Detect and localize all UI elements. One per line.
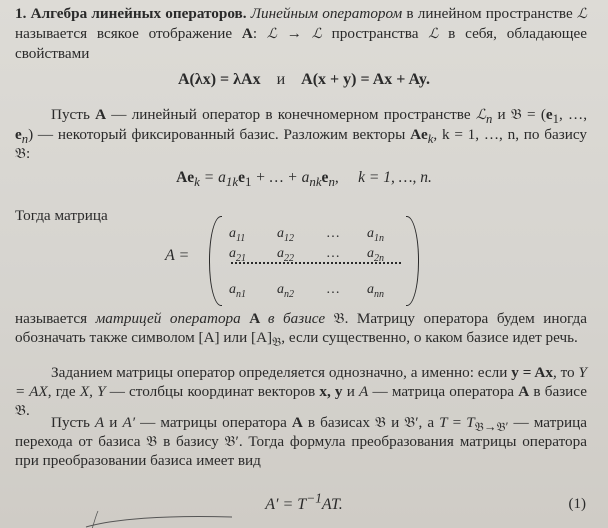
subscript: 𝔅→𝔅′ xyxy=(474,420,509,435)
matrix-entry: $a_{1n}$ xyxy=(367,226,384,244)
subscript: nk xyxy=(309,174,322,190)
text: и xyxy=(342,383,359,401)
formula: AT. xyxy=(321,496,343,513)
basis-symbol: 𝔅 xyxy=(325,310,345,327)
definition-text: называется всякое отображение xyxy=(15,25,242,43)
operator-matrix xyxy=(209,216,419,306)
left-parenthesis xyxy=(209,216,222,306)
homogeneity-formula: A(λx) = λAx xyxy=(177,71,261,88)
pen-stroke xyxy=(92,511,98,528)
text: и xyxy=(492,106,511,123)
expansion-equation xyxy=(0,168,608,190)
vector-symbol: e xyxy=(15,126,22,144)
text: — матрица перехода от базиса 𝔅 в базису 𝔅′. Тогда формула преобразования матрицы оператора при преобразовании базиса имеет вид xyxy=(15,414,587,470)
matrix-symbol: A xyxy=(94,414,105,431)
space-symbol: ℒ xyxy=(475,107,486,123)
text: в базисах 𝔅 и 𝔅′, а xyxy=(302,414,440,431)
text: в базисе 𝔅. xyxy=(15,383,587,420)
matrix-intro: Тогда матрица xyxy=(15,207,108,224)
subscript: k xyxy=(194,174,200,190)
subscript: 1 xyxy=(552,112,559,127)
subscript: k xyxy=(427,132,434,147)
operator-symbol: A xyxy=(241,25,253,43)
space-symbol: ℒ xyxy=(576,6,587,22)
matrix-entry: $a_{22}$ xyxy=(277,246,294,264)
text: = ( xyxy=(521,106,546,123)
operator-symbol: A xyxy=(240,310,268,327)
formula: X, Y xyxy=(79,383,106,401)
called-paragraph xyxy=(15,309,587,350)
subscript: n xyxy=(328,174,335,190)
definition-text: пространства xyxy=(321,25,429,43)
matrix-symbol: T xyxy=(439,414,448,431)
space-symbol: ℒ xyxy=(428,26,439,43)
term: + … + a xyxy=(251,169,310,186)
lhs: Ae xyxy=(176,169,195,186)
text: . Матрицу оператора будем иногда обозначать также символом [A] или [A] xyxy=(15,310,587,347)
basis-paragraph xyxy=(15,105,587,164)
defined-term: Линейным оператором xyxy=(250,5,403,22)
definition-paragraph xyxy=(15,4,587,64)
text: , k = 1, …, n, по базису xyxy=(433,126,587,144)
operator-symbol: A xyxy=(291,414,303,431)
additivity-formula: A(x + y) = Ax + Ay. xyxy=(301,71,430,88)
subscript: n xyxy=(485,112,493,127)
arrow-symbol: → xyxy=(277,25,312,43)
operator-symbol: A xyxy=(518,383,530,401)
subscript: 1 xyxy=(244,174,252,190)
basis-symbol: 𝔅 xyxy=(15,145,26,163)
text: — матрица оператора xyxy=(368,383,519,401)
subscript: 𝔅 xyxy=(272,335,282,350)
matrix-symbol: A xyxy=(359,383,369,401)
text: ) — некоторый фиксированный базис. Разложим векторы xyxy=(28,126,411,144)
vector-symbol: e xyxy=(321,169,329,186)
matrix-symbol: A′ xyxy=(122,414,136,431)
space-symbol: ℒ xyxy=(311,26,322,43)
equation-number: (1) xyxy=(568,496,586,512)
text: называется xyxy=(15,310,96,327)
text: Пусть xyxy=(51,106,96,123)
defined-term: матрицей оператора xyxy=(95,310,241,327)
matrix-dotted-row xyxy=(231,262,401,264)
definition-text: : xyxy=(252,25,267,43)
matrix-entry: $a_{n1}$ xyxy=(229,282,246,300)
matrix-entry: … xyxy=(327,282,340,297)
text: — столбцы координат векторов xyxy=(105,383,320,401)
formula: Y = AX xyxy=(15,364,587,401)
section-heading: 1. Алгебра линейных операторов. xyxy=(15,5,247,22)
matrix-entry: $a_{2n}$ xyxy=(367,246,384,264)
text: : xyxy=(25,145,31,163)
vector-symbol: e xyxy=(545,106,553,123)
matrix-entry: … xyxy=(327,246,340,261)
pen-mark-decoration xyxy=(84,505,234,528)
operator-symbol: A xyxy=(95,106,107,123)
formula: x, y xyxy=(319,383,343,401)
vector-symbol: Ae xyxy=(410,126,428,144)
formula: A′ = T xyxy=(265,496,307,513)
text: и xyxy=(104,414,123,431)
matrix-entry: $a_{nn}$ xyxy=(367,282,384,300)
matrix-entry: $a_{21}$ xyxy=(229,246,246,264)
matrix-entry: … xyxy=(327,226,340,241)
matrix-entry: $a_{n2}$ xyxy=(277,282,294,300)
text: — линейный оператор в конечномерном пространстве xyxy=(106,106,476,123)
space-symbol: ℒ xyxy=(266,26,277,43)
uniqueness-paragraph xyxy=(15,363,587,421)
subscript: 1k xyxy=(225,174,239,190)
matrix-symbol: T xyxy=(466,414,475,431)
text: , …, xyxy=(558,106,587,123)
text: , где xyxy=(47,383,80,401)
matrix-lhs: A = xyxy=(165,247,190,264)
linearity-equation xyxy=(0,70,608,89)
right-parenthesis xyxy=(406,216,419,306)
text: Пусть xyxy=(51,414,95,431)
matrix-entry: $a_{11}$ xyxy=(229,226,246,244)
superscript: −1 xyxy=(306,490,322,506)
definition-text: в линейном пространстве xyxy=(402,5,577,22)
pen-stroke xyxy=(86,516,232,527)
matrix-block xyxy=(15,206,575,306)
subscript: n xyxy=(21,132,29,147)
text: , если существенно, о каком базисе идет речь. xyxy=(281,329,578,347)
text: Заданием матрицы оператор определяется однозначно, а именно: если xyxy=(51,364,512,381)
basis-symbol: 𝔅 xyxy=(510,106,522,123)
term: = a xyxy=(199,169,226,186)
matrix-entry: $a_{12}$ xyxy=(277,226,294,244)
term: , k = 1, …, n. xyxy=(334,169,432,186)
definition-text: в себя, обладающее свойствами xyxy=(15,25,587,63)
formula: y = Ax xyxy=(511,364,553,381)
conjunction: и xyxy=(276,71,286,88)
text: = xyxy=(447,414,467,431)
vector-symbol: e xyxy=(238,169,245,186)
text: , то xyxy=(552,364,579,381)
text: — матрицы оператора xyxy=(135,414,292,431)
text: в базисе xyxy=(267,310,326,327)
change-of-basis-paragraph xyxy=(15,413,587,471)
